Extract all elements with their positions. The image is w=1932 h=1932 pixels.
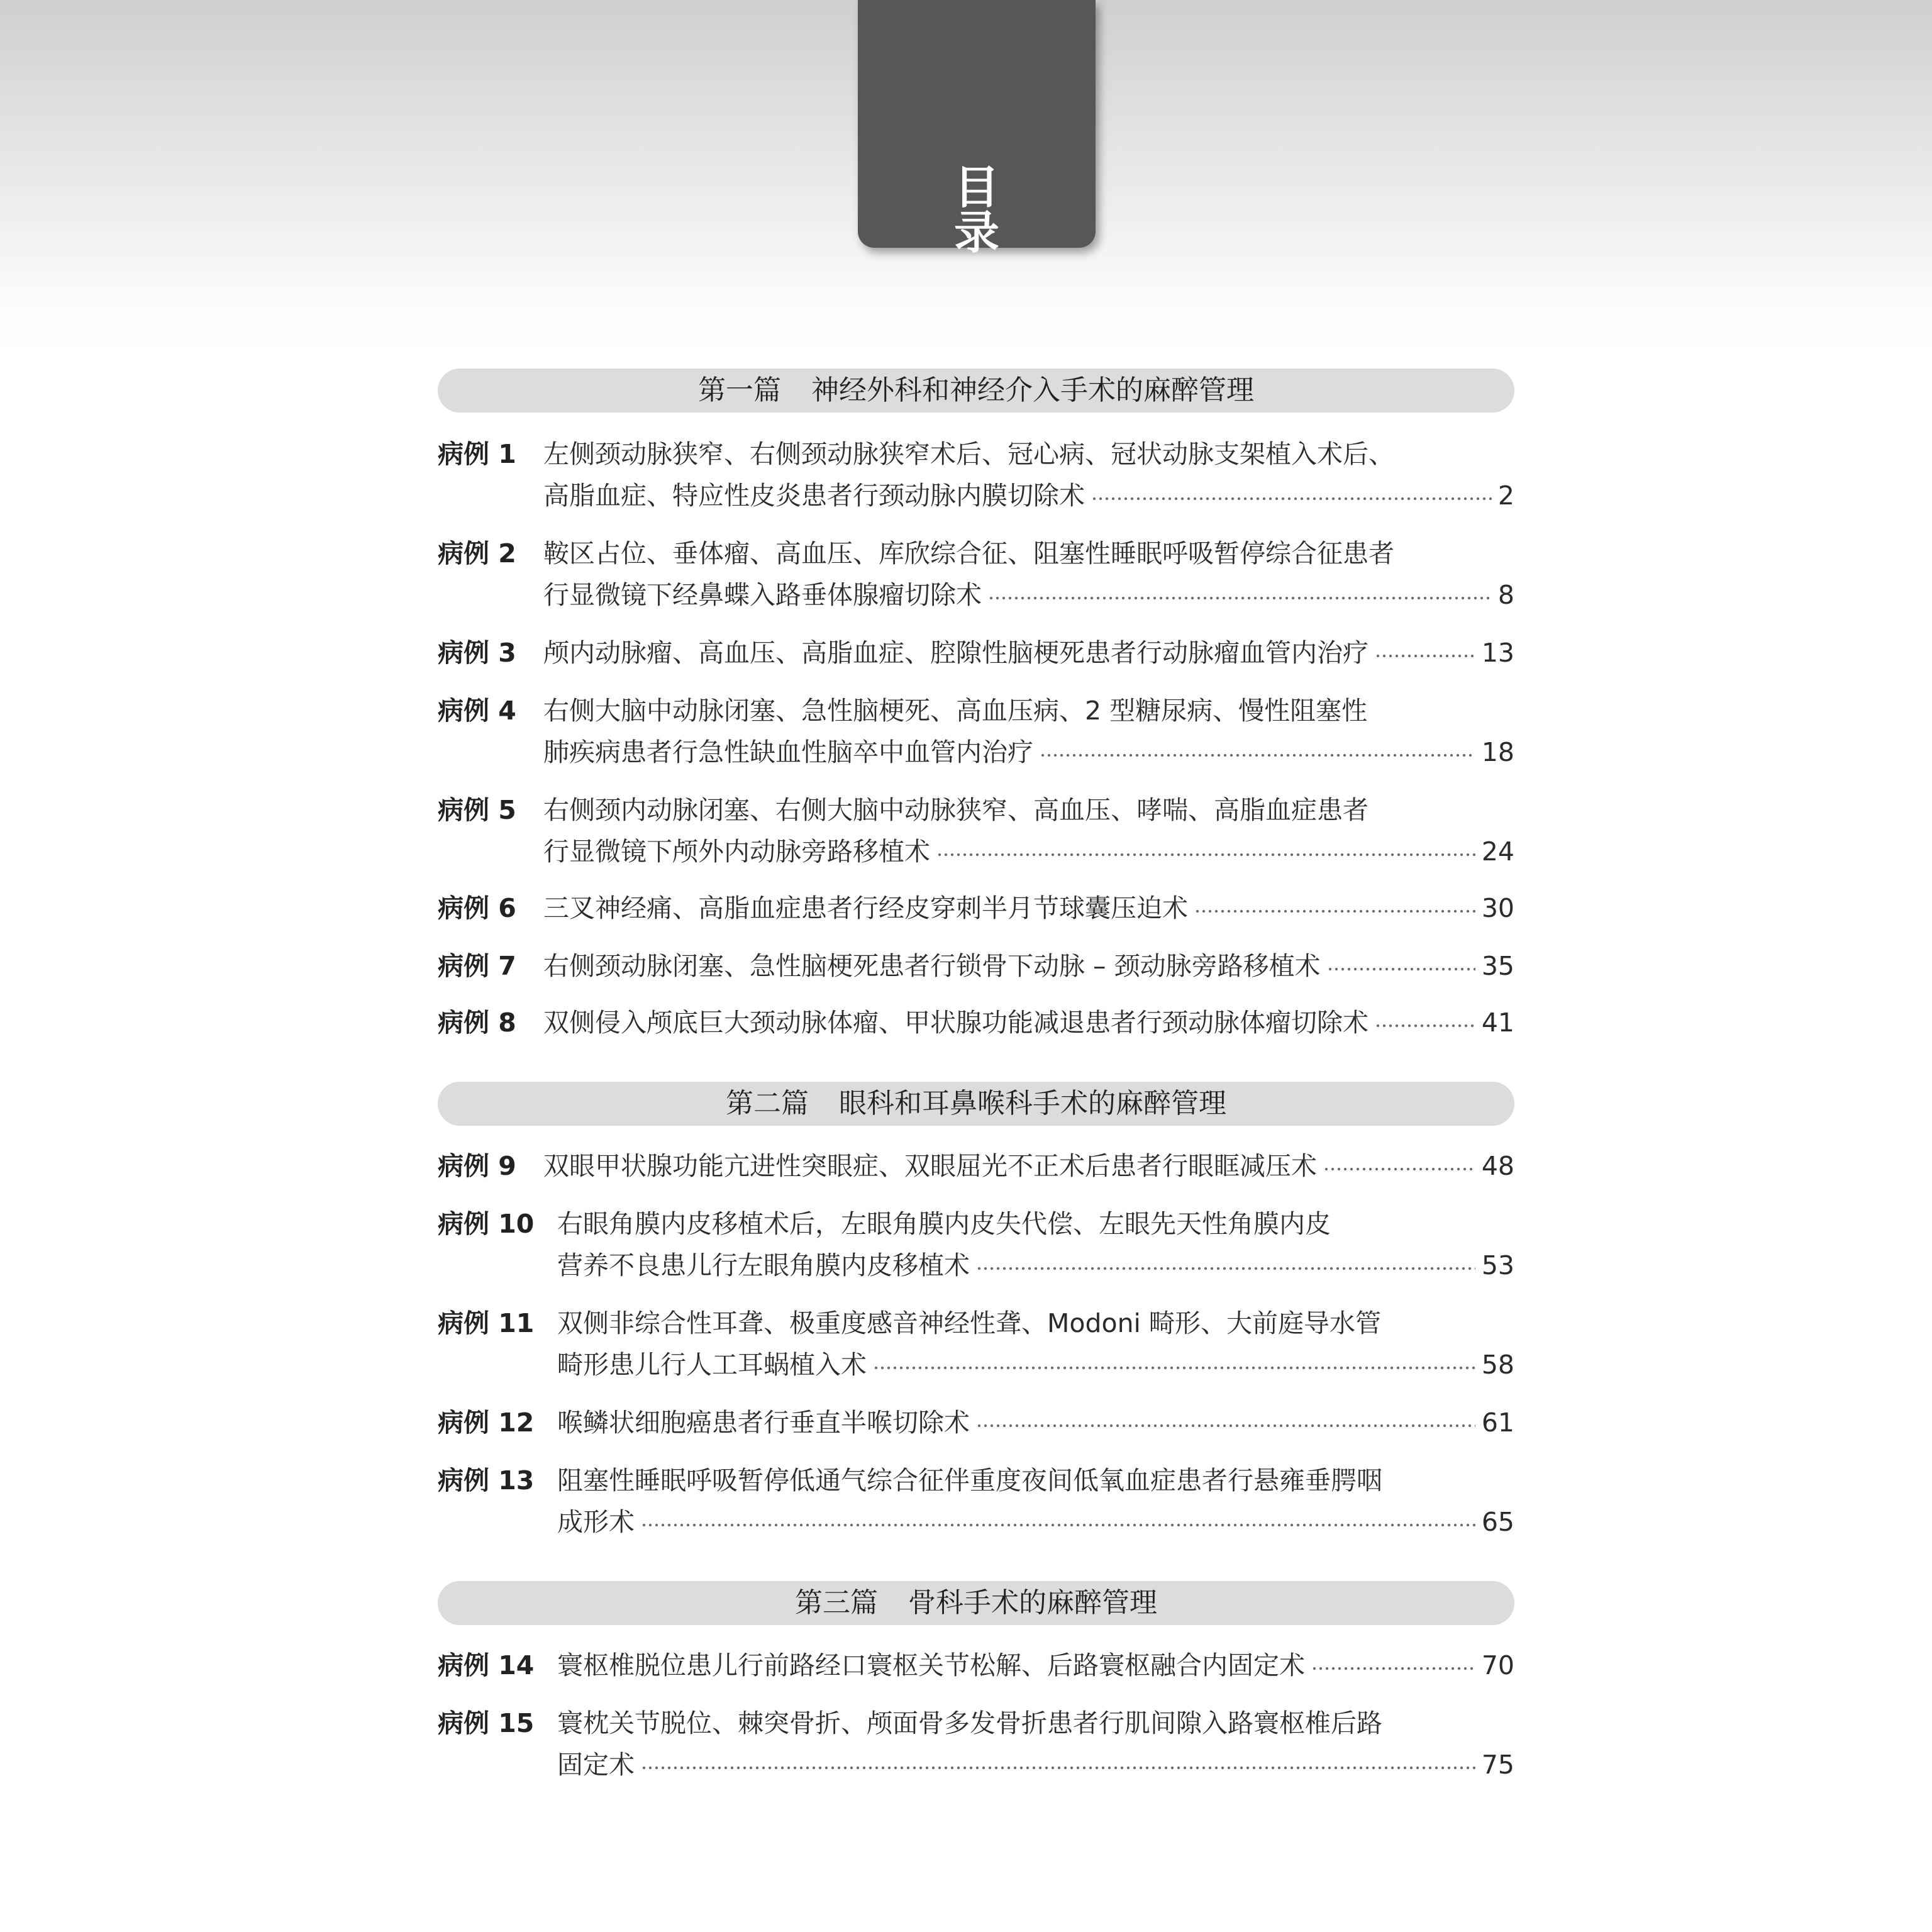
dot-leader — [1375, 650, 1475, 662]
part-number: 第二篇 — [726, 1087, 809, 1119]
part-number: 第三篇 — [795, 1587, 878, 1619]
entry-title-line1: 右眼角膜内皮移植术后，左眼角膜内皮失代偿、左眼先天性角膜内皮 — [557, 1209, 1331, 1239]
page-number: 30 — [1481, 893, 1514, 923]
page-number: 61 — [1481, 1407, 1514, 1438]
page-number: 75 — [1481, 1750, 1514, 1780]
dot-leader — [1194, 906, 1475, 917]
entry-title-line1: 双侧非综合性耳聋、极重度感音神经性聋、Modoni 畸形、大前庭导水管 — [557, 1308, 1381, 1338]
part-heading — [438, 1082, 1514, 1126]
case-label: 病例 11 — [438, 1308, 535, 1338]
dot-leader — [1040, 750, 1475, 761]
entry-title: 颅内动脉瘤、高血压、高脂血症、腔隙性脑梗死患者行动脉瘤血管内治疗 — [543, 638, 1368, 668]
entry-title-line1: 左侧颈动脉狭窄、右侧颈动脉狭窄术后、冠心病、冠状动脉支架植入术后、 — [543, 439, 1394, 469]
case-label: 病例 2 — [438, 538, 516, 569]
dot-leader — [936, 849, 1475, 860]
case-label: 病例 15 — [438, 1708, 535, 1738]
entry-title-line1: 鞍区占位、垂体瘤、高血压、库欣综合征、阻塞性睡眠呼吸暂停综合征患者 — [543, 538, 1394, 569]
case-label: 病例 5 — [438, 795, 516, 825]
entry-title: 三叉神经痛、高脂血症患者行经皮穿刺半月节球囊压迫术 — [543, 893, 1188, 923]
part-title: 神经外科和神经介入手术的麻醉管理 — [811, 374, 1254, 406]
entry-title-line1: 阻塞性睡眠呼吸暂停低通气综合征伴重度夜间低氧血症患者行悬雍垂腭咽 — [557, 1465, 1382, 1496]
entry-title: 喉鳞状细胞癌患者行垂直半喉切除术 — [557, 1407, 970, 1438]
entry-title-line2: 固定术 — [557, 1750, 635, 1780]
page-number: 35 — [1481, 951, 1514, 981]
dot-leader — [976, 1420, 1475, 1431]
entry-title-line1: 右侧颈内动脉闭塞、右侧大脑中动脉狭窄、高血压、哮喘、高脂血症患者 — [543, 795, 1368, 825]
page-number: 2 — [1497, 480, 1514, 511]
entry-title-line2: 行显微镜下颅外内动脉旁路移植术 — [543, 836, 930, 867]
dot-leader — [873, 1362, 1475, 1374]
page-number: 53 — [1481, 1250, 1514, 1280]
dot-leader — [976, 1263, 1475, 1274]
dot-leader — [641, 1762, 1475, 1774]
case-label: 病例 3 — [438, 638, 516, 668]
case-label: 病例 12 — [438, 1407, 535, 1438]
part-title: 眼科和耳鼻喉科手术的麻醉管理 — [839, 1087, 1226, 1119]
dot-leader — [1327, 963, 1475, 975]
toc-title-tab — [858, 0, 1096, 259]
page-title: 目 录 — [953, 160, 1052, 259]
case-label: 病例 10 — [438, 1209, 535, 1239]
entry-title: 寰枢椎脱位患儿行前路经口寰枢关节松解、后路寰枢融合内固定术 — [557, 1650, 1305, 1680]
dot-leader — [1375, 1020, 1475, 1031]
entry-title-line1: 寰枕关节脱位、棘突骨折、颅面骨多发骨折患者行肌间隙入路寰枢椎后路 — [557, 1708, 1382, 1738]
entry-title: 右侧颈动脉闭塞、急性脑梗死患者行锁骨下动脉 – 颈动脉旁路移植术 — [543, 951, 1321, 981]
page-number: 58 — [1481, 1350, 1514, 1380]
page-number: 41 — [1481, 1008, 1514, 1038]
case-label: 病例 9 — [438, 1151, 516, 1181]
entry-title-line1: 右侧大脑中动脉闭塞、急性脑梗死、高血压病、2 型糖尿病、慢性阻塞性 — [543, 696, 1368, 726]
case-label: 病例 7 — [438, 951, 516, 981]
page-number: 65 — [1481, 1507, 1514, 1537]
case-label: 病例 14 — [438, 1650, 535, 1680]
page-number: 18 — [1481, 737, 1514, 767]
dot-leader — [1311, 1663, 1475, 1674]
part-number: 第一篇 — [698, 374, 781, 406]
case-label: 病例 13 — [438, 1465, 535, 1496]
dot-leader — [1091, 493, 1492, 504]
entry-title-line2: 畸形患儿行人工耳蜗植入术 — [557, 1350, 867, 1380]
part-title: 骨科手术的麻醉管理 — [908, 1587, 1157, 1619]
entry-title: 双侧侵入颅底巨大颈动脉体瘤、甲状腺功能减退患者行颈动脉体瘤切除术 — [543, 1008, 1368, 1038]
entry-title-line2: 成形术 — [557, 1507, 635, 1537]
dot-leader — [988, 592, 1492, 604]
page-number: 13 — [1481, 638, 1514, 668]
entry-title: 双眼甲状腺功能亢进性突眼症、双眼屈光不正术后患者行眼眶减压术 — [543, 1151, 1317, 1181]
dot-leader — [1323, 1163, 1475, 1175]
part-heading — [438, 1581, 1514, 1625]
case-label: 病例 8 — [438, 1008, 516, 1038]
entry-title-line2: 营养不良患儿行左眼角膜内皮移植术 — [557, 1250, 970, 1280]
case-label: 病例 1 — [438, 439, 516, 469]
page-number: 8 — [1497, 580, 1514, 610]
entry-title-line2: 高脂血症、特应性皮炎患者行颈动脉内膜切除术 — [543, 480, 1085, 511]
dot-leader — [641, 1519, 1475, 1531]
page-number: 48 — [1481, 1151, 1514, 1181]
case-label: 病例 6 — [438, 893, 516, 923]
page-number: 70 — [1481, 1650, 1514, 1680]
case-label: 病例 4 — [438, 696, 516, 726]
page-number: 24 — [1481, 836, 1514, 867]
entry-title-line2: 行显微镜下经鼻蝶入路垂体腺瘤切除术 — [543, 580, 982, 610]
entry-title-line2: 肺疾病患者行急性缺血性脑卒中血管内治疗 — [543, 737, 1033, 767]
part-heading — [438, 369, 1514, 413]
